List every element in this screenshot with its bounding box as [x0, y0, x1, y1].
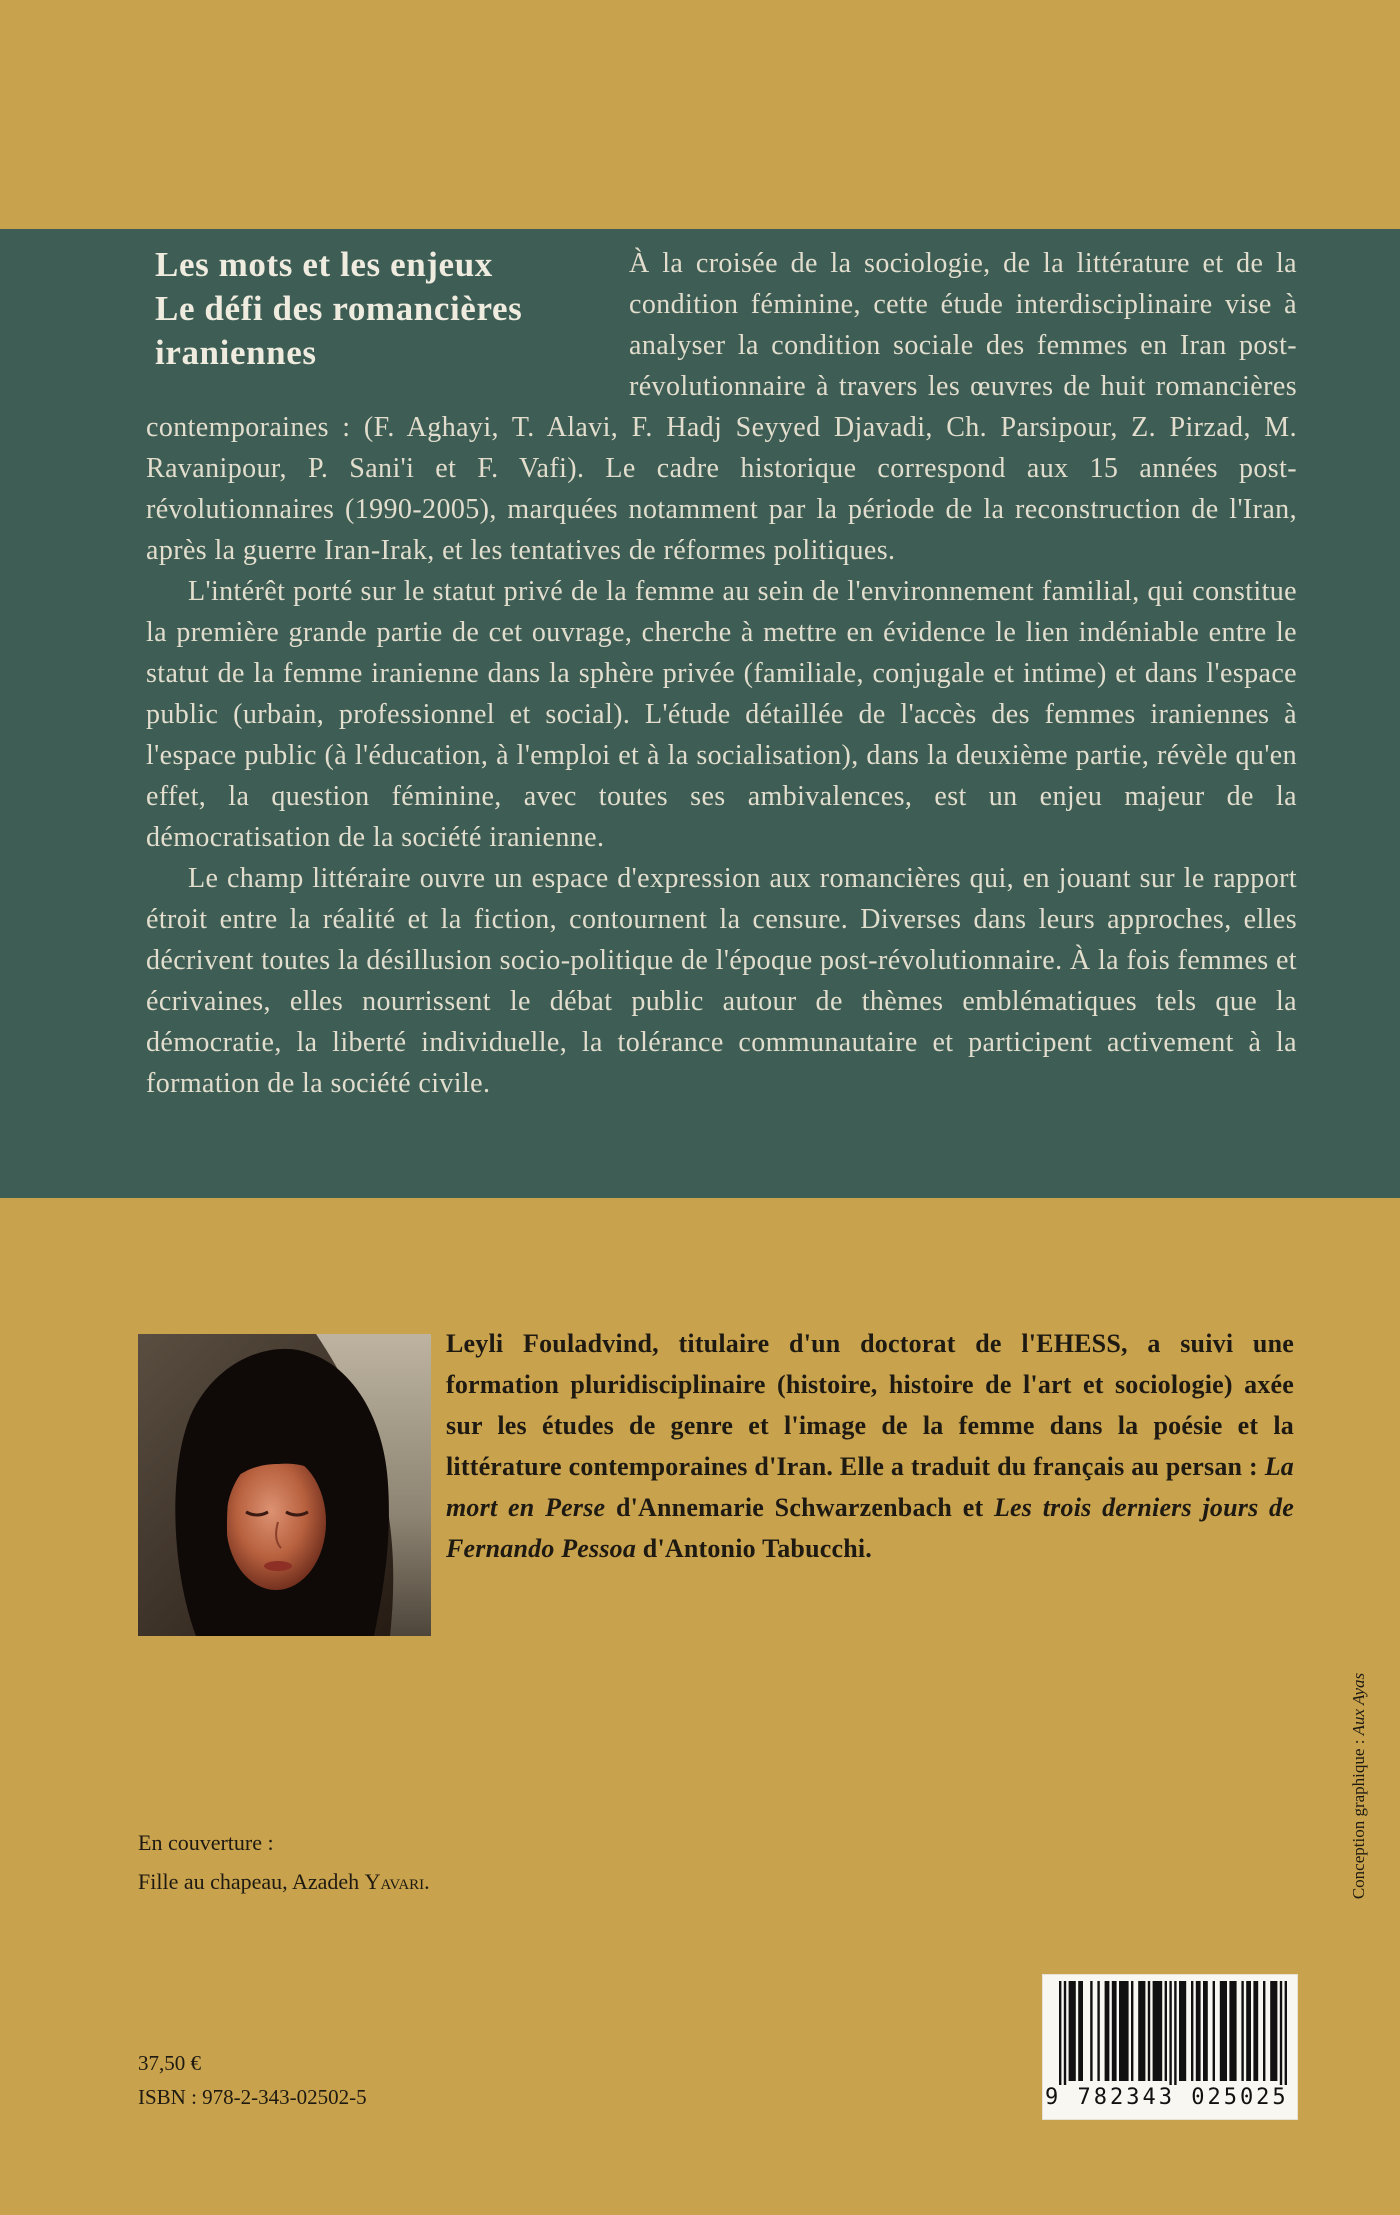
- book-title: Les mots et les enjeux: [155, 245, 493, 284]
- design-credit-name: Aux Ayas: [1349, 1672, 1368, 1736]
- summary-paragraph-3: Le champ littéraire ouvre un espace d'expression aux romancières qui, en jouant sur le rapport étroit entre la réalité et la fiction, contournent la censure. Diverses dans leurs approches, elles décrivent toutes la désillusion socio-politique de l'époque post-révolutionnaire. À la fois femmes et écrivaines, elles nourrissent le débat public autour de thèmes emblématiques tels que la démocratie, la liberté individuelle, la tolérance communautaire et participent activement à la formation de la société civile.: [146, 863, 1297, 1099]
- barcode-bars: [1069, 1981, 1278, 2081]
- barcode-digits: 9 782343 025025: [1045, 2085, 1289, 2110]
- price: 37,50 €: [138, 2051, 201, 2075]
- cover-credit-label: En couverture :: [138, 1830, 274, 1855]
- title-block: [146, 243, 629, 407]
- photo-lips: [264, 1561, 292, 1571]
- cover-credit-work: [138, 1862, 430, 1901]
- price-block: [138, 2046, 367, 2114]
- summary-text: [146, 243, 1297, 1104]
- summary-paragraph-2: L'intérêt porté sur le statut privé de la femme au sein de l'environnement familial, qui constitue la première grande partie de cet ouvrage, cherche à mettre en évidence le lien indéniable entre le statut de la femme iranienne dans la sphère privée (familiale, conjugale et intime) et dans l'espace public (urbain, professionnel et social). L'étude détaillée de l'accès des femmes iraniennes à l'espace public (à l'éducation, à l'emploi et à la socialisation), dans la deuxième partie, révèle qu'en effet, la question féminine, avec toutes ses ambivalences, est un enjeu majeur de la démocratisation de la société iranienne.: [146, 576, 1297, 853]
- cover-credit: [138, 1823, 430, 1901]
- author-bio-text-1: Leyli Fouladvind, titulaire d'un doctorat de l'EHESS, a suivi une formation pluridisciplinaire (histoire, histoire de l'art et sociologie) axée sur les études de genre et l'image de la femme dans la poésie et la littérature contemporaines d'Iran. Elle a traduit du français au persan :: [446, 1329, 1294, 1481]
- summary-paragraph-1: À la croisée de la sociologie, de la littérature et de la condition féminine, cette étude interdisciplinaire vise à analyser la condition sociale des femmes en Iran post-révolutionnaire à travers les œuvres de huit romancières contemporaines : (F. Aghayi, T. Alavi, F. Hadj Seyyed Djavadi, Ch. Parsipour, Z. Pirzad, M. Ravanipour, P. Sani'i et F. Vafi). Le cadre historique correspond aux 15 années post-révolutionnaires (1990-2005), marquées notamment par la période de la reconstruction de l'Iran, après la guerre Iran-Irak, et les tentatives de réformes politiques.: [146, 248, 1297, 566]
- design-credit-label: Conception graphique :: [1349, 1739, 1368, 1900]
- author-bio: [446, 1323, 1294, 1569]
- author-bio-book-2: Les trois derniers jours de Fernando Pessoa: [446, 1493, 1294, 1563]
- cover-credit-artist: Yavari.: [364, 1869, 430, 1894]
- author-photo: [138, 1334, 431, 1636]
- author-bio-text-3: d'Antonio Tabucchi.: [642, 1534, 873, 1563]
- summary-panel: [0, 229, 1400, 1198]
- author-bio-text-2: d'Annemarie Schwarzenbach et: [615, 1493, 984, 1522]
- cover-credit-title: Fille au chapeau, Azadeh: [138, 1869, 360, 1894]
- author-bio-book-1: La mort en Perse: [446, 1452, 1295, 1522]
- author-portrait: [138, 1334, 431, 1636]
- isbn: ISBN : 978-2-343-02502-5: [138, 2085, 367, 2109]
- barcode: [1043, 1975, 1297, 2119]
- book-subtitle: Le défi des romancières iraniennes: [155, 289, 523, 372]
- barcode-guard-bars: [1059, 1981, 1287, 2085]
- design-credit: [1347, 1636, 1371, 1936]
